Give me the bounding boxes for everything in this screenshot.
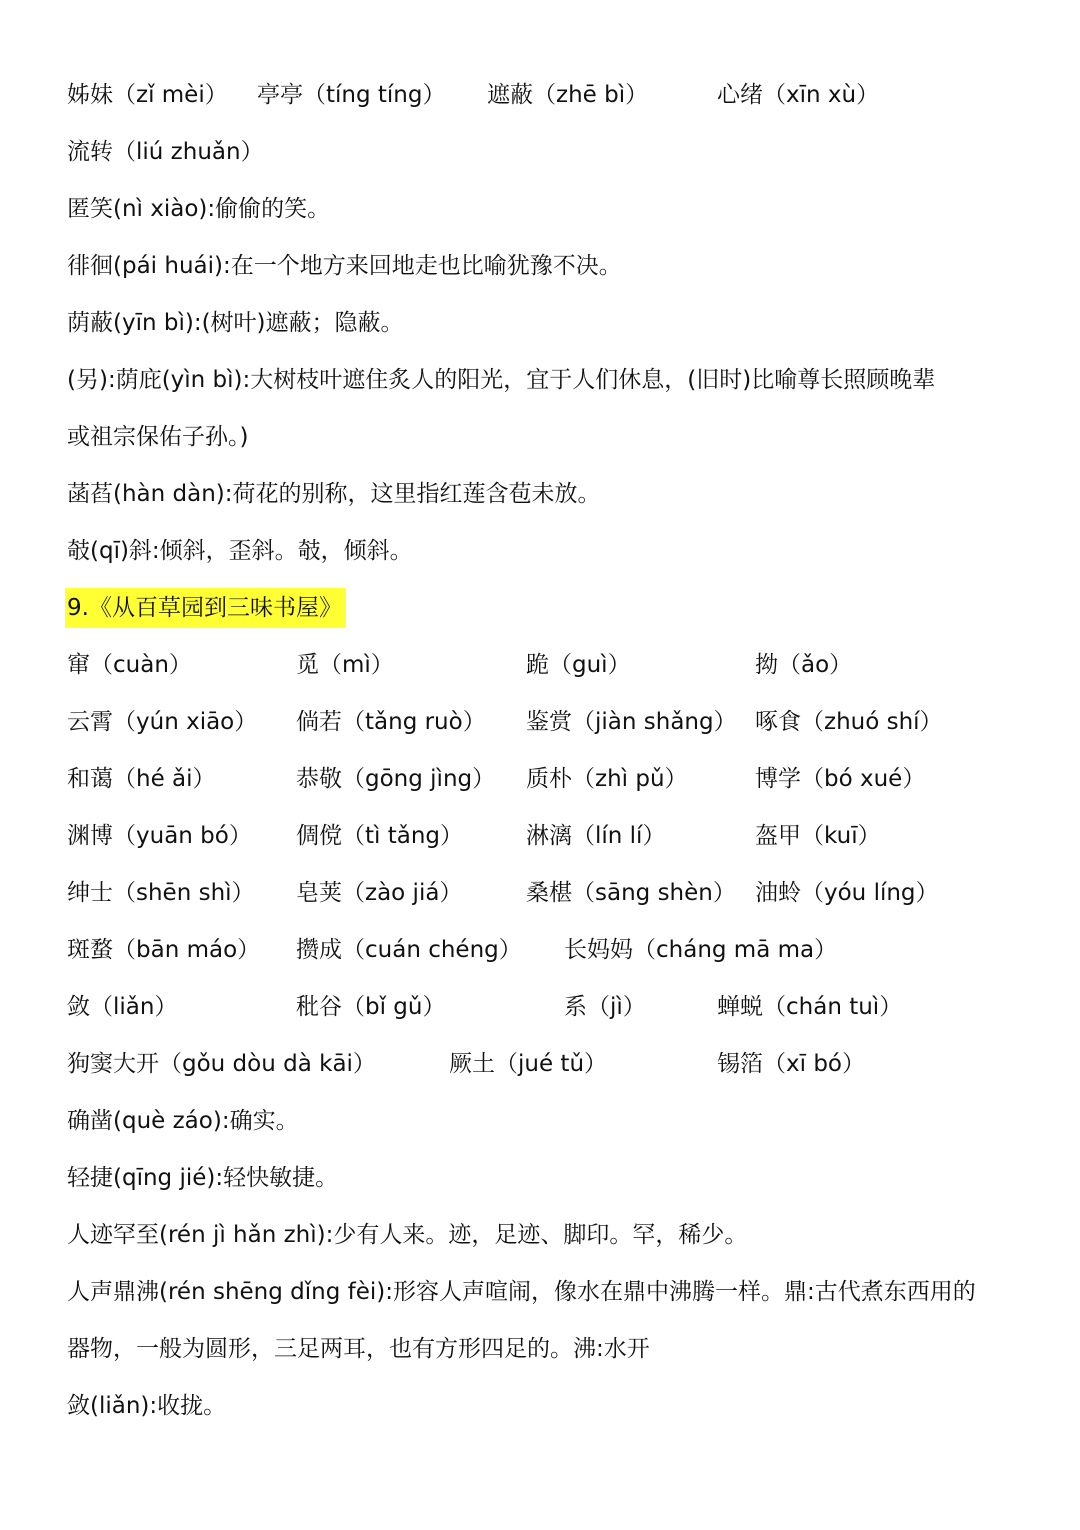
- vocab-row-3: [67, 702, 1027, 742]
- vocab-row-7: [67, 930, 1027, 970]
- vocab-row-4: [67, 759, 1027, 799]
- line-text: (另):荫庇(yìn bì):大树枝叶遮住炙人的阳光，宜于人们休息，(旧时)比喻尊长照顾晚辈: [67, 367, 936, 393]
- vocab-entry: 姊妹（zǐ mèi）: [67, 82, 228, 108]
- vocab-entry: 倜傥（tì tǎng）: [296, 823, 464, 849]
- vocab-entry: 亭亭（tíng tíng）: [257, 82, 446, 108]
- vocab-entry: 跪（guì）: [526, 652, 631, 678]
- vocab-row-6: [67, 873, 1027, 913]
- definition-nixiao: [67, 189, 1027, 229]
- line-text: 敛(liǎn):收拢。: [67, 1393, 227, 1419]
- vocab-row-2: [67, 645, 1027, 685]
- line-text: 或祖宗保佑子孙。): [67, 424, 249, 450]
- vocab-entry: 拗（ǎo）: [755, 652, 853, 678]
- vocab-entry: 桑椹（sāng shèn）: [526, 880, 736, 906]
- vocab-entry: 觅（mì）: [296, 652, 394, 678]
- vocab-entry: 云霄（yún xiāo）: [67, 709, 258, 735]
- vocab-row-1: [67, 75, 1027, 115]
- line-text: 轻捷(qīng jié):轻快敏捷。: [67, 1165, 339, 1191]
- line-text: 徘徊(pái huái):在一个地方来回地走也比喻犹豫不决。: [67, 253, 622, 279]
- vocab-entry: 油蛉（yóu líng）: [755, 880, 939, 906]
- vocab-entry: 恭敬（gōng jìng）: [296, 766, 496, 792]
- definition-handan: [67, 474, 1027, 514]
- definition-renshengdingfei-cont: [67, 1329, 1027, 1369]
- vocab-entry: 长妈妈（cháng mā ma）: [564, 937, 838, 963]
- vocab-entry: 淋漓（lín lí）: [526, 823, 666, 849]
- section-heading-9: [67, 588, 1027, 628]
- vocab-entry: 倘若（tǎng ruò）: [296, 709, 486, 735]
- vocab-entry: 盔甲（kuī）: [755, 823, 881, 849]
- line-text: 人声鼎沸(rén shēng dǐng fèi):形容人声喧闹，像水在鼎中沸腾一样。鼎:古代煮东西用的: [67, 1279, 976, 1305]
- definition-lian: [67, 1386, 1027, 1426]
- vocab-row-5: [67, 816, 1027, 856]
- line-text: 匿笑(nì xiào):偷偷的笑。: [67, 196, 331, 222]
- vocab-entry: 遮蔽（zhē bì）: [487, 82, 649, 108]
- line-text: 人迹罕至(rén jì hǎn zhì):少有人来。迹，足迹、脚印。罕，稀少。: [67, 1222, 748, 1248]
- vocab-entry: 心绪（xīn xù）: [717, 82, 880, 108]
- vocab-entry: 秕谷（bǐ gǔ）: [296, 994, 446, 1020]
- vocab-entry: 攒成（cuán chéng）: [296, 937, 522, 963]
- line-text: 器物，一般为圆形，三足两耳，也有方形四足的。沸:水开: [67, 1336, 650, 1362]
- definition-paihuai: [67, 246, 1027, 286]
- vocab-entry: 狗窦大开（gǒu dòu dà kāi）: [67, 1051, 376, 1077]
- vocab-entry: 皂荚（zào jiá）: [296, 880, 463, 906]
- definition-yinbi-alt: [67, 360, 1027, 400]
- vocab-row-8: [67, 987, 1027, 1027]
- vocab-entry: 和蔼（hé ǎi）: [67, 766, 216, 792]
- vocab-entry: 渊博（yuān bó）: [67, 823, 252, 849]
- vocab-entry: 锡箔（xī bó）: [717, 1051, 865, 1077]
- vocab-row-9: [67, 1044, 1027, 1084]
- vocab-entry: 敛（liǎn）: [67, 994, 178, 1020]
- line-text: 确凿(què záo):确实。: [67, 1108, 299, 1134]
- section-heading-text: 9.《从百草园到三味书屋》: [65, 588, 346, 628]
- line-text: 攲(qī)斜:倾斜，歪斜。攲，倾斜。: [67, 538, 413, 564]
- line-text: 菡萏(hàn dàn):荷花的别称，这里指红莲含苞未放。: [67, 481, 601, 507]
- vocab-entry: 鉴赏（jiàn shǎng）: [526, 709, 737, 735]
- definition-quezao: [67, 1101, 1027, 1141]
- definition-yinbi: [67, 303, 1027, 343]
- line-text: 荫蔽(yīn bì):(树叶)遮蔽；隐蔽。: [67, 310, 404, 336]
- vocab-entry: 窜（cuàn）: [67, 652, 192, 678]
- vocab-line-liuzhuan: [67, 132, 1027, 172]
- vocab-entry: 绅士（shēn shì）: [67, 880, 255, 906]
- line-text: 流转（liú zhuǎn）: [67, 139, 264, 165]
- vocab-entry: 系（jì）: [564, 994, 646, 1020]
- vocab-entry: 博学（bó xué）: [755, 766, 926, 792]
- vocab-entry: 厥土（jué tǔ）: [449, 1051, 608, 1077]
- definition-yinbi-alt-cont: [67, 417, 1027, 457]
- vocab-entry: 质朴（zhì pǔ）: [526, 766, 688, 792]
- vocab-entry: 蝉蜕（chán tuì）: [717, 994, 903, 1020]
- definition-qingjie: [67, 1158, 1027, 1198]
- definition-renjihanzhi: [67, 1215, 1027, 1255]
- definition-renshengdingfei: [67, 1272, 1027, 1312]
- vocab-entry: 啄食（zhuó shí）: [755, 709, 943, 735]
- vocab-entry: 斑蝥（bān máo）: [67, 937, 261, 963]
- definition-qixie: [67, 531, 1027, 571]
